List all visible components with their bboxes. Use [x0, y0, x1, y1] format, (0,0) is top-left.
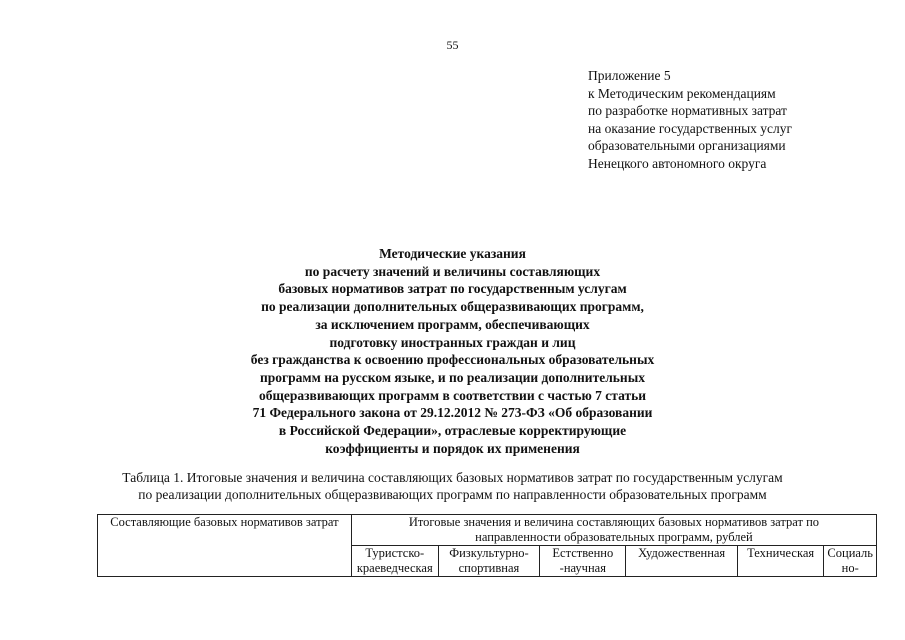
appendix-line: Ненецкого автономного округа [588, 155, 767, 171]
header-label: Составляющие базовых нормативов затрат [110, 515, 339, 529]
subheader-cell-sport [438, 546, 539, 577]
appendix-line: Приложение 5 [588, 68, 671, 83]
subheader-label: Художественная [638, 546, 726, 560]
appendix-line: на оказание государственных услуг [588, 120, 793, 136]
subheader-label: Естственно [552, 546, 614, 560]
subheader-label: но- [841, 561, 859, 575]
subheader-label: Техническая [747, 546, 815, 560]
appendix-note [588, 67, 792, 172]
page-number: 55 [446, 38, 459, 52]
table-caption [0, 469, 905, 503]
title-line: Методические указания [379, 246, 526, 261]
subheader-cell-science [540, 546, 626, 577]
caption-line: Таблица 1. Итоговые значения и величина составляющих базовых нормативов затрат по государственным услугам [122, 470, 783, 485]
subheader-cell-tourism [351, 546, 438, 577]
title-line: общеразвивающих программ в соответствии с частью 7 статьи [258, 387, 647, 403]
appendix-line: к Методическим рекомендациям [588, 85, 776, 101]
norms-table [97, 514, 877, 577]
title-line: программ на русском языке, и по реализации дополнительных [260, 369, 645, 385]
header-label: Итоговые значения и величина составляющих базовых нормативов затрат по [408, 515, 820, 529]
appendix-line: по разработке нормативных затрат [588, 103, 787, 118]
table-header-row [98, 515, 877, 546]
subheader-label: Социаль [827, 546, 873, 560]
subheader-label: -научная [559, 561, 606, 575]
title-line: без гражданства к освоению профессиональных образовательных [250, 352, 655, 368]
subheader-cell-technical [737, 546, 824, 577]
header-cell-components [98, 515, 352, 577]
header-label: направленности образовательных программ, рублей [475, 530, 753, 544]
subheader-cell-social [824, 546, 877, 577]
subheader-cell-art [626, 546, 737, 577]
title-line: за исключением программ, обеспечивающих [315, 316, 590, 332]
subheader-label: Физкультурно- [449, 546, 529, 560]
subheader-label: краеведческая [356, 561, 433, 575]
title-line: по расчету значений и величины составляющих [304, 263, 601, 279]
document-title [0, 245, 905, 457]
appendix-line: образовательными организациями [588, 138, 786, 153]
title-line: базовых нормативов затрат по государственным услугам [278, 281, 627, 297]
title-line: коэффициенты и порядок их применения [325, 440, 580, 456]
caption-line: по реализации дополнительных общеразвивающих программ по направленности образовательных программ [138, 487, 767, 502]
title-line: в Российской Федерации», отраслевые корректирующие [278, 423, 627, 439]
title-line: подготовку иностранных граждан и лиц [329, 334, 576, 350]
subheader-label: Туристско- [365, 546, 425, 560]
title-line: 71 Федерального закона от 29.12.2012 № 273-ФЗ «Об образовании [252, 405, 653, 421]
title-line: по реализации дополнительных общеразвивающих программ, [261, 299, 644, 315]
subheader-label: спортивная [458, 561, 520, 575]
header-cell-totals [351, 515, 876, 546]
